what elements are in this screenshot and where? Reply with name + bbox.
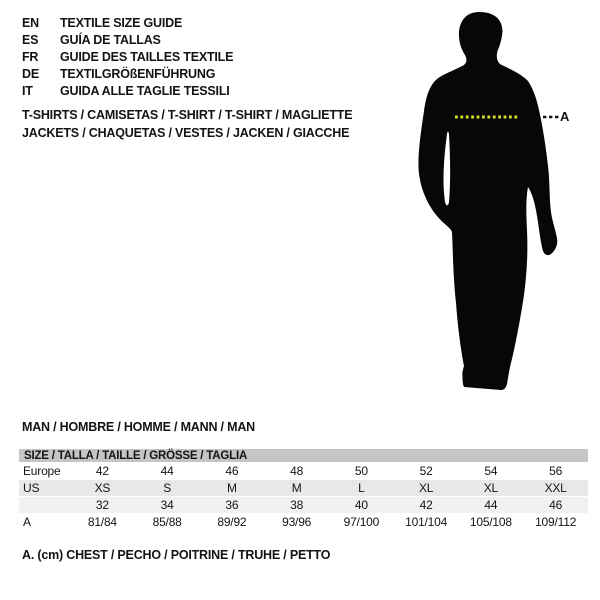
size-cell: 81/84: [87, 515, 117, 529]
table-row-us-numeric: [19, 497, 588, 513]
language-label: TEXTILE SIZE GUIDE: [60, 16, 183, 30]
size-cell: 36: [225, 498, 239, 512]
language-label: GUIDA ALLE TAGLIE TESSILI: [60, 84, 230, 98]
size-cell: 42: [95, 464, 109, 478]
measure-label-a: A: [560, 109, 570, 124]
table-row-us: [19, 480, 588, 496]
size-cell: 93/96: [282, 515, 312, 529]
man-silhouette: [418, 12, 557, 390]
size-cell: 50: [354, 464, 368, 478]
table-row-europe: [19, 463, 588, 479]
size-cell: 32: [95, 498, 109, 512]
size-cell: 54: [484, 464, 498, 478]
size-cell: 40: [354, 498, 368, 512]
size-cell: M: [226, 481, 237, 495]
size-cell: 48: [290, 464, 304, 478]
category-tshirts: T-SHIRTS / CAMISETAS / T-SHIRT / T-SHIRT / MAGLIETTE: [22, 108, 353, 122]
size-cell: 105/108: [469, 515, 512, 529]
size-cell: 34: [160, 498, 174, 512]
size-cell: 101/104: [405, 515, 448, 529]
measure-footnote: A. (cm) CHEST / PECHO / POITRINE / TRUHE / PETTO: [22, 548, 331, 562]
size-table-header: SIZE / TALLA / TAILLE / GRÖSSE / TAGLIA: [19, 449, 588, 462]
size-cell: 109/112: [535, 515, 577, 529]
size-cell: 42: [419, 498, 433, 512]
language-code: IT: [22, 84, 33, 98]
section-title-man: MAN / HOMBRE / HOMME / MANN / MAN: [22, 420, 255, 434]
size-cell: 46: [549, 498, 563, 512]
size-cell: 38: [290, 498, 304, 512]
size-cell: XL: [418, 481, 434, 495]
language-label: GUÍA DE TALLAS: [60, 33, 161, 47]
size-cell: 46: [225, 464, 239, 478]
language-code: EN: [22, 16, 39, 30]
language-label: TEXTILGRÖßENFÜHRUNG: [60, 67, 216, 81]
size-cell: 89/92: [217, 515, 247, 529]
size-cell: XS: [94, 481, 111, 495]
size-cell: L: [358, 481, 365, 495]
size-cell: S: [163, 481, 172, 495]
row-label: US: [23, 481, 40, 495]
language-code: FR: [22, 50, 39, 64]
size-cell: 85/88: [152, 515, 182, 529]
size-cell: 44: [160, 464, 174, 478]
size-cell: 97/100: [343, 515, 380, 529]
size-cell: 44: [484, 498, 498, 512]
language-code: ES: [22, 33, 39, 47]
row-label: A: [23, 515, 31, 529]
row-label: Europe: [23, 464, 61, 478]
language-code: DE: [22, 67, 39, 81]
size-cell: 56: [549, 464, 563, 478]
size-cell: XXL: [544, 481, 567, 495]
size-table: [19, 449, 588, 530]
size-cell: 52: [419, 464, 433, 478]
category-jackets: JACKETS / CHAQUETAS / VESTES / JACKEN / GIACCHE: [22, 126, 350, 140]
size-cell: XL: [483, 481, 499, 495]
size-cell: M: [291, 481, 302, 495]
table-row-chest-cm: [19, 514, 588, 530]
language-label: GUIDE DES TAILLES TEXTILE: [60, 50, 234, 64]
